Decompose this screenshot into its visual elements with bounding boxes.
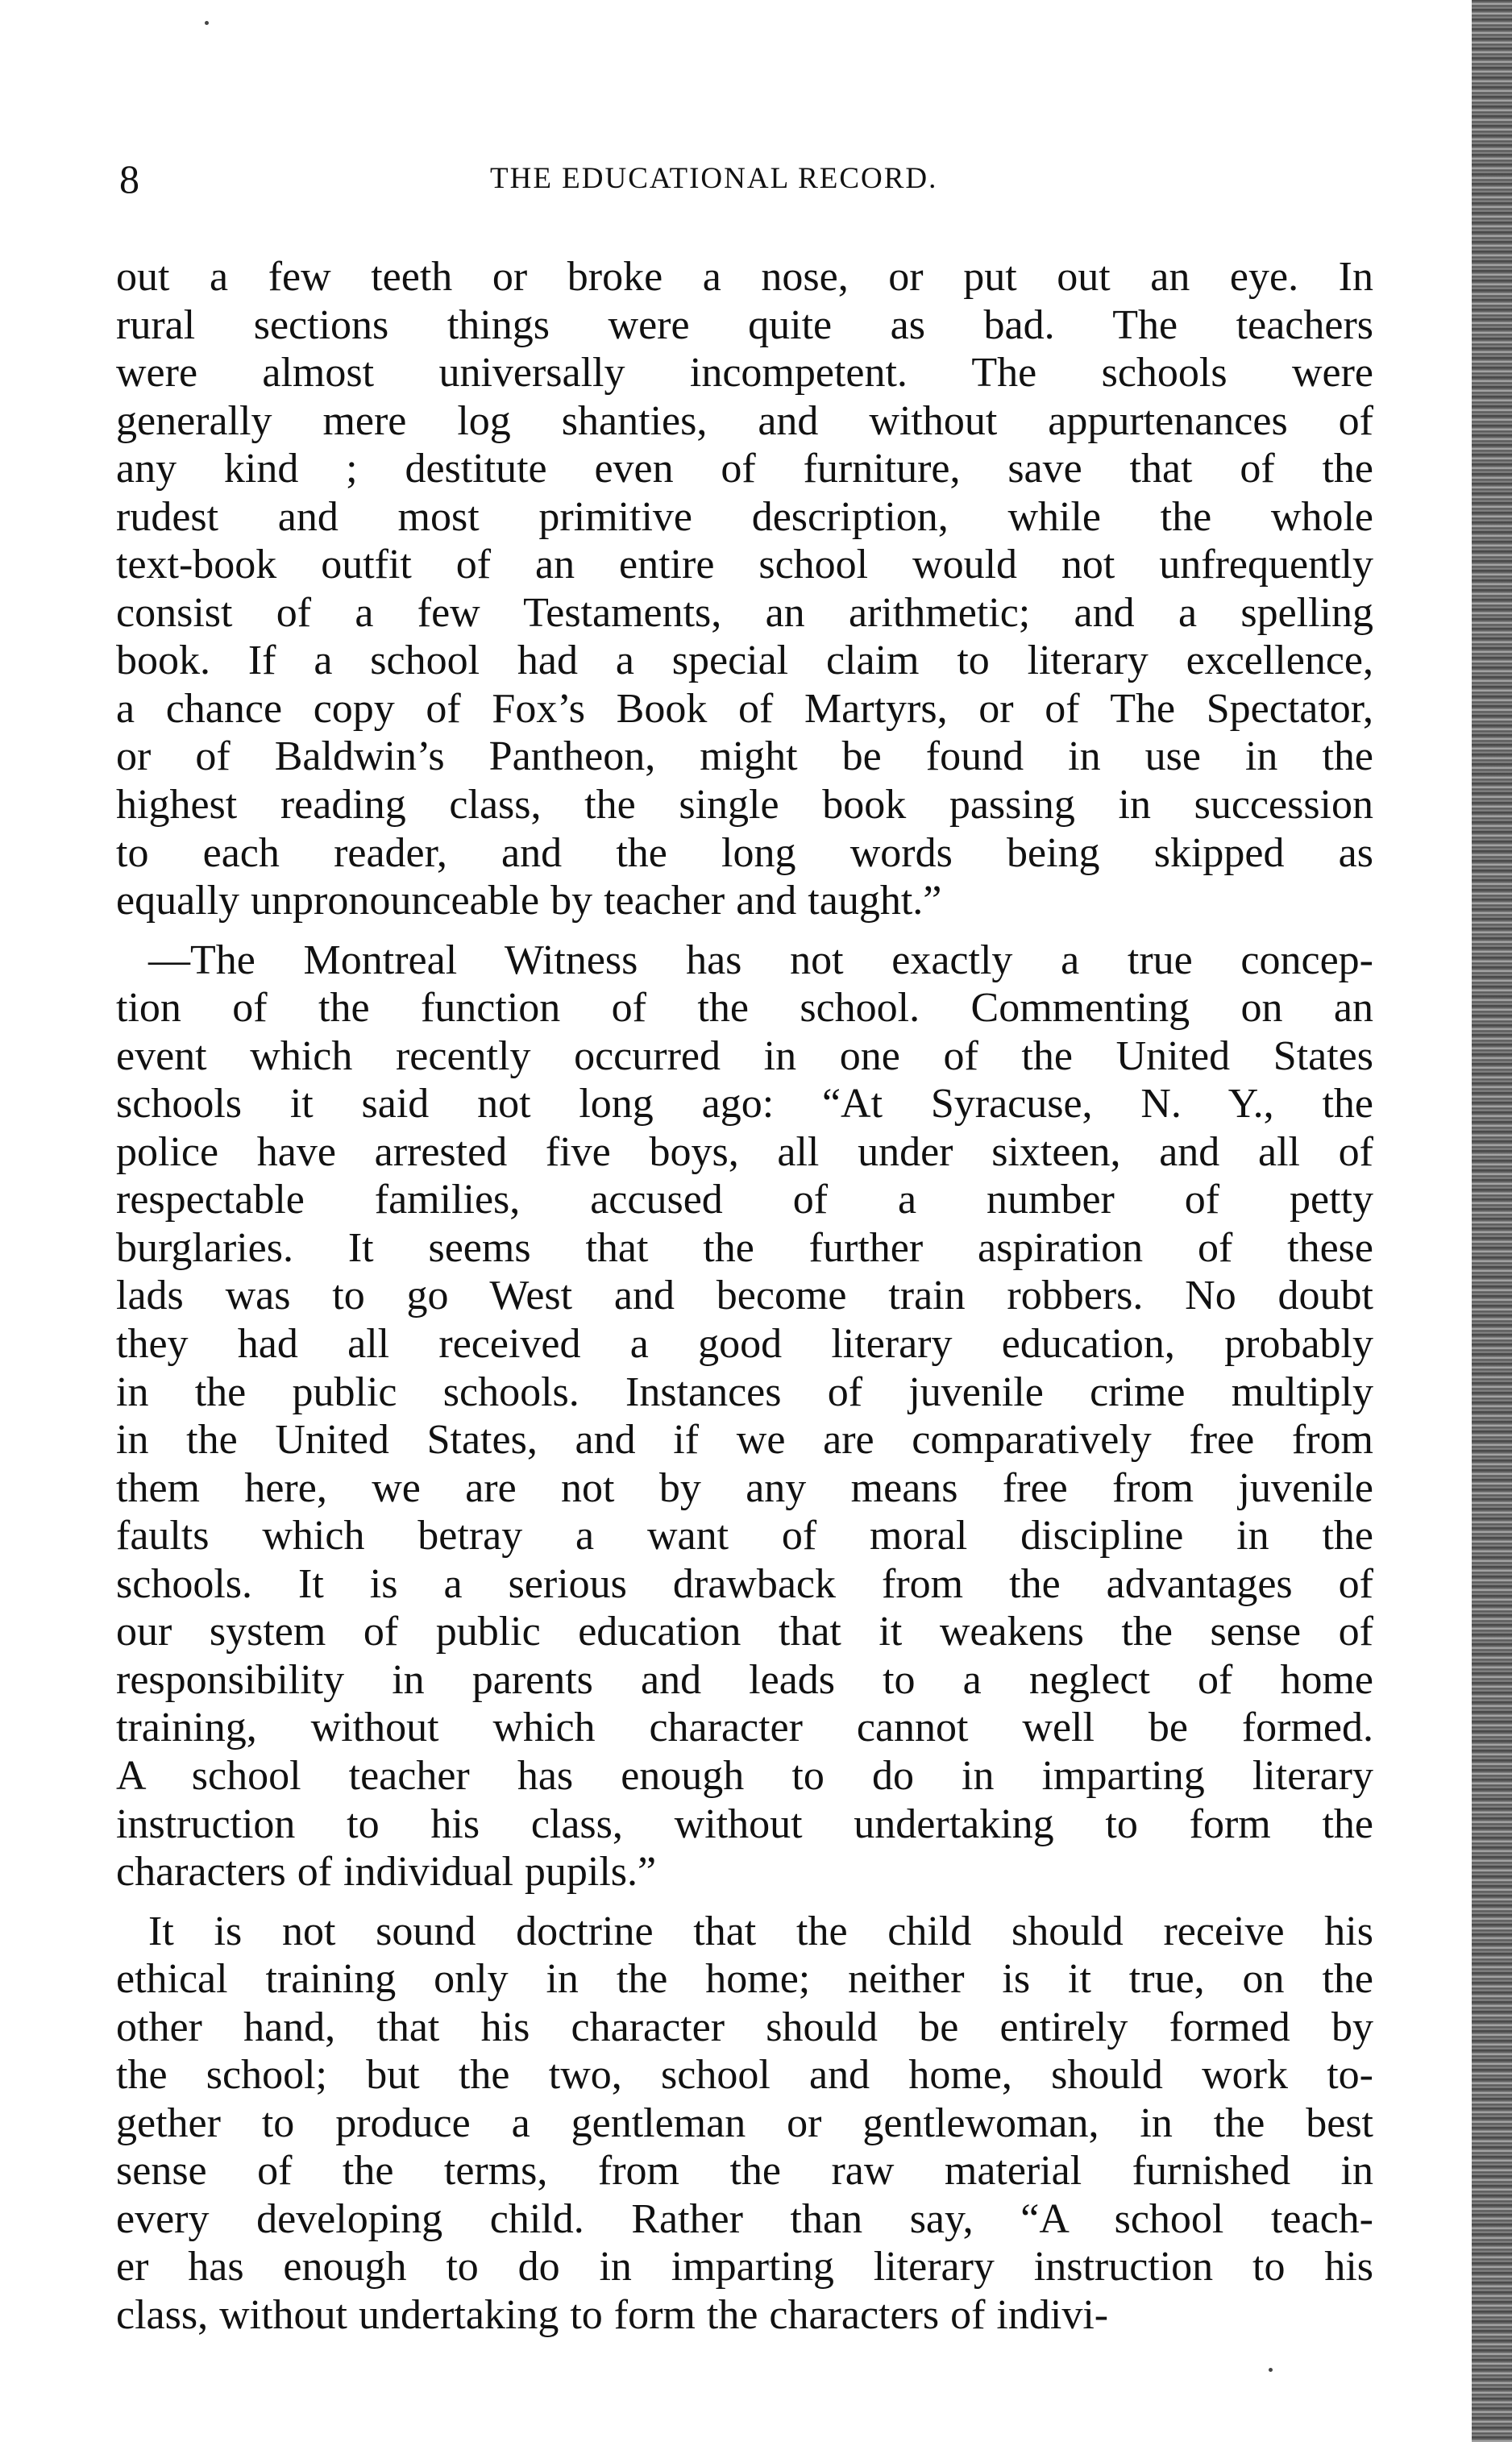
text-line: or of Baldwin’s Pantheon, might be found in use in the — [116, 733, 1373, 780]
text-line: faults which betray a want of moral discipline in the — [116, 1513, 1373, 1559]
text-line: sense of the terms, from the raw material furnished in — [116, 2148, 1373, 2195]
text-line: any kind ; destitute even of furniture, save that of the — [116, 446, 1373, 492]
paragraph-container — [116, 253, 1373, 2340]
text-line: them here, we are not by any means free from juvenile — [116, 1464, 1373, 1511]
text-line: the school; but the two, school and home, should work to- — [116, 2052, 1373, 2099]
text-line: other hand, that his character should be entirely formed by — [116, 2004, 1373, 2050]
text-line: out a few teeth or broke a nose, or put out an eye. In — [116, 254, 1373, 300]
text-line: gether to produce a gentleman or gentlewoman, in the best — [116, 2099, 1373, 2146]
text-line: our system of public education that it weakens the sense of — [116, 1609, 1373, 1655]
paragraph-gap — [116, 925, 1373, 937]
paragraph-gap — [116, 1896, 1373, 1908]
text-line: in the United States, and if we are comparatively free from — [116, 1417, 1373, 1464]
text-line: responsibility in parents and leads to a neglect of home — [116, 1656, 1373, 1703]
text-line: er has enough to do in imparting literary instruction to his — [116, 2244, 1373, 2290]
text-line: generally mere log shanties, and without appurtenances of — [116, 397, 1373, 444]
text-line: equally unpronounceable by teacher and taught.” — [116, 878, 942, 924]
text-line: consist of a few Testaments, an arithmetic; and a spelling — [116, 589, 1373, 636]
text-line: book. If a school had a special claim to literary excellence, — [116, 637, 1373, 684]
paragraph — [116, 1908, 1373, 2340]
text-line: to each reader, and the long words being skipped as — [116, 829, 1373, 876]
text-line: ethical training only in the home; neither is it true, on the — [116, 1956, 1373, 2003]
running-title: THE EDUCATIONAL RECORD. — [490, 162, 938, 195]
scan-speck — [1269, 2368, 1273, 2372]
text-line: schools it said not long ago: “At Syracuse, N. Y., the — [116, 1081, 1373, 1128]
text-line: police have arrested five boys, all under sixteen, and all of — [116, 1128, 1373, 1175]
text-line: text-book outfit of an entire school would not unfrequently — [116, 542, 1373, 588]
text-line: training, without which character cannot well be formed. — [116, 1705, 1373, 1751]
text-line: It is not sound doctrine that the child should receive his — [148, 1908, 1373, 1954]
text-line: were almost universally incompetent. The schools were — [116, 350, 1373, 397]
text-line: event which recently occurred in one of the United States — [116, 1032, 1373, 1079]
text-line: rudest and most primitive description, while the whole — [116, 493, 1373, 540]
page-number: 8 — [119, 156, 139, 201]
text-line: A school teacher has enough to do in imparting literary — [116, 1752, 1373, 1799]
body-text — [116, 253, 1373, 2340]
text-line: characters of individual pupils.” — [116, 1849, 657, 1896]
text-line: in the public schools. Instances of juvenile crime multiply — [116, 1368, 1373, 1415]
text-line: tion of the function of the school. Commenting on an — [116, 985, 1373, 1032]
text-line: highest reading class, the single book passing in succession — [116, 782, 1373, 829]
text-line: rural sections things were quite as bad. The teachers — [116, 301, 1373, 348]
text-line: schools. It is a serious drawback from the advantages of — [116, 1560, 1373, 1607]
text-line: instruction to his class, without undertaking to form the — [116, 1800, 1373, 1847]
text-line: respectable families, accused of a number of petty — [116, 1177, 1373, 1223]
text-line: class, without undertaking to form the characters of indivi- — [116, 2291, 1109, 2338]
scan-speck — [205, 21, 209, 25]
text-line: a chance copy of Fox’s Book of Martyrs, or of The Spectator, — [116, 685, 1373, 732]
paragraph — [116, 937, 1373, 1896]
paragraph — [116, 253, 1373, 925]
text-line: —The Montreal Witness has not exactly a true concep- — [148, 937, 1373, 983]
text-line: lads was to go West and become train robbers. No doubt — [116, 1273, 1373, 1319]
scanned-page-edge — [1472, 0, 1512, 2442]
text-line: they had all received a good literary education, probably — [116, 1321, 1373, 1368]
text-line: every developing child. Rather than say, “A school teach- — [116, 2195, 1373, 2242]
running-head — [119, 155, 1377, 203]
text-line: burglaries. It seems that the further aspiration of these — [116, 1224, 1373, 1271]
